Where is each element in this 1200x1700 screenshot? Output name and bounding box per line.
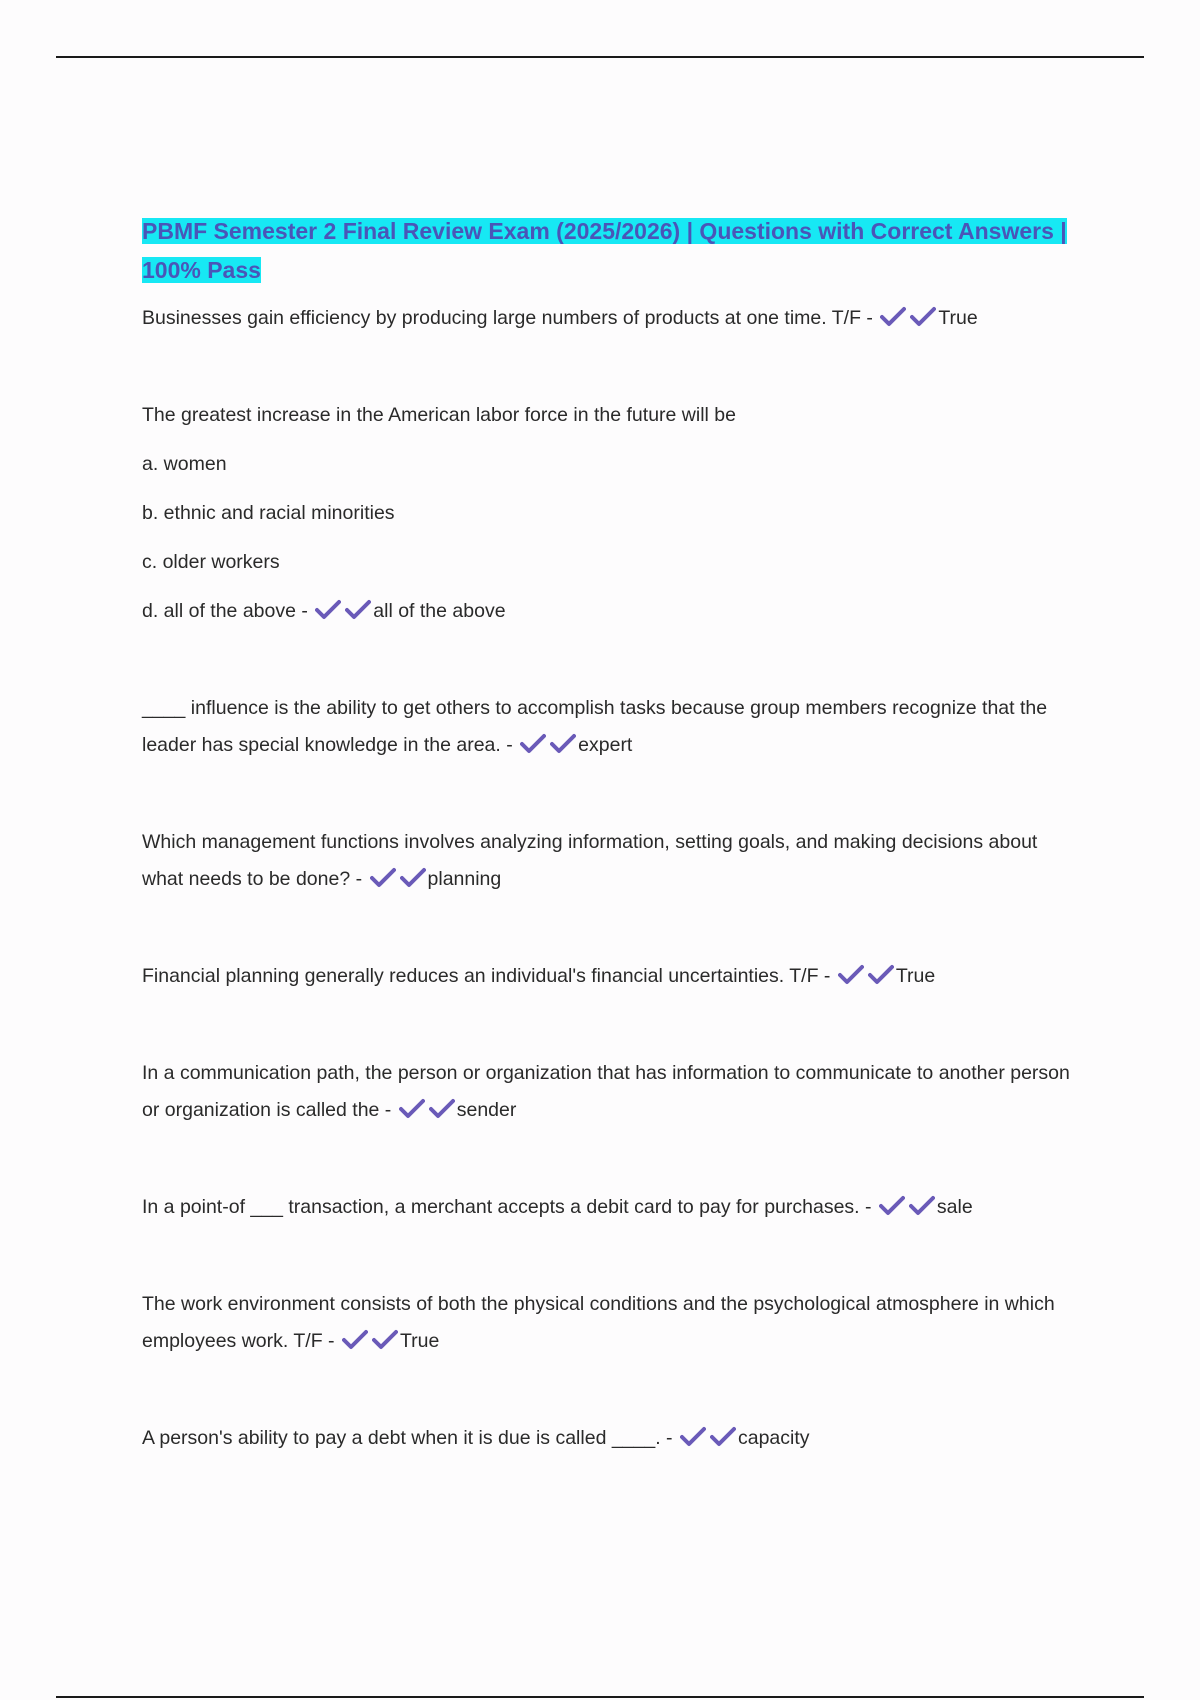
- checkmark-icon: [868, 964, 894, 986]
- answer: True: [938, 307, 978, 329]
- option-a: a. women: [142, 453, 227, 475]
- question-3: ____ influence is the ability to get others to accomplish tasks because group members recognize that the leader has special knowledge in the area. - expert: [142, 697, 1048, 756]
- question-4: Which management functions involves analyzing information, setting goals, and making decisions about what needs to be done? - planning: [142, 831, 1038, 890]
- answer: all of the above: [373, 600, 506, 622]
- checkmark-icon: [909, 1195, 935, 1217]
- checkmark-icon: [879, 1195, 905, 1217]
- answer: True: [399, 1330, 440, 1352]
- checkmark-icon: [372, 1329, 398, 1351]
- qa-list: [142, 300, 1072, 1457]
- checkmark-icon: [910, 306, 936, 328]
- option-c: c. older workers: [142, 551, 280, 573]
- question-2: The greatest increase in the American labor force in the future will be: [142, 404, 736, 426]
- checkmark-icon: [429, 1098, 455, 1120]
- option-d: d. all of the above - all of the above: [142, 600, 506, 622]
- checkmark-icon: [520, 733, 546, 755]
- document-title: PBMF Semester 2 Final Review Exam (2025/2026) | Questions with Correct Answers | 100% Pass: [142, 218, 1067, 283]
- question-6: In a communication path, the person or organization that has information to communicate to another person or organization is called the - sender: [142, 1062, 1070, 1121]
- checkmark-icon: [550, 733, 576, 755]
- checkmark-icon: [880, 306, 906, 328]
- answer: True: [895, 965, 936, 987]
- question-7: In a point-of ___ transaction, a merchant accepts a debit card to pay for purchases. - sale: [142, 1196, 973, 1218]
- checkmark-icon: [400, 867, 426, 889]
- checkmark-icon: [315, 599, 341, 621]
- checkmark-icon: [345, 599, 371, 621]
- checkmark-icon: [710, 1426, 736, 1448]
- checkmark-icon: [680, 1426, 706, 1448]
- option-b: b. ethnic and racial minorities: [142, 502, 395, 524]
- answer: sender: [456, 1099, 517, 1121]
- question-1: Businesses gain efficiency by producing large numbers of products at one time. T/F - True: [142, 307, 978, 329]
- answer: expert: [578, 734, 633, 756]
- answer: sale: [936, 1196, 973, 1218]
- checkmark-icon: [838, 964, 864, 986]
- question-5: Financial planning generally reduces an individual's financial uncertainties. T/F - True: [142, 965, 936, 987]
- checkmark-icon: [370, 867, 396, 889]
- checkmark-icon: [399, 1098, 425, 1120]
- question-8: The work environment consists of both the physical conditions and the psychological atmosphere in which employees work. T/F - True: [142, 1293, 1055, 1352]
- top-rule: [56, 56, 1144, 58]
- answer: capacity: [737, 1427, 810, 1449]
- checkmark-icon: [342, 1329, 368, 1351]
- answer: planning: [427, 868, 502, 890]
- question-9: A person's ability to pay a debt when it is due is called ____. - capacity: [142, 1427, 810, 1449]
- document-body: [142, 212, 1072, 1457]
- bottom-rule: [56, 1696, 1144, 1698]
